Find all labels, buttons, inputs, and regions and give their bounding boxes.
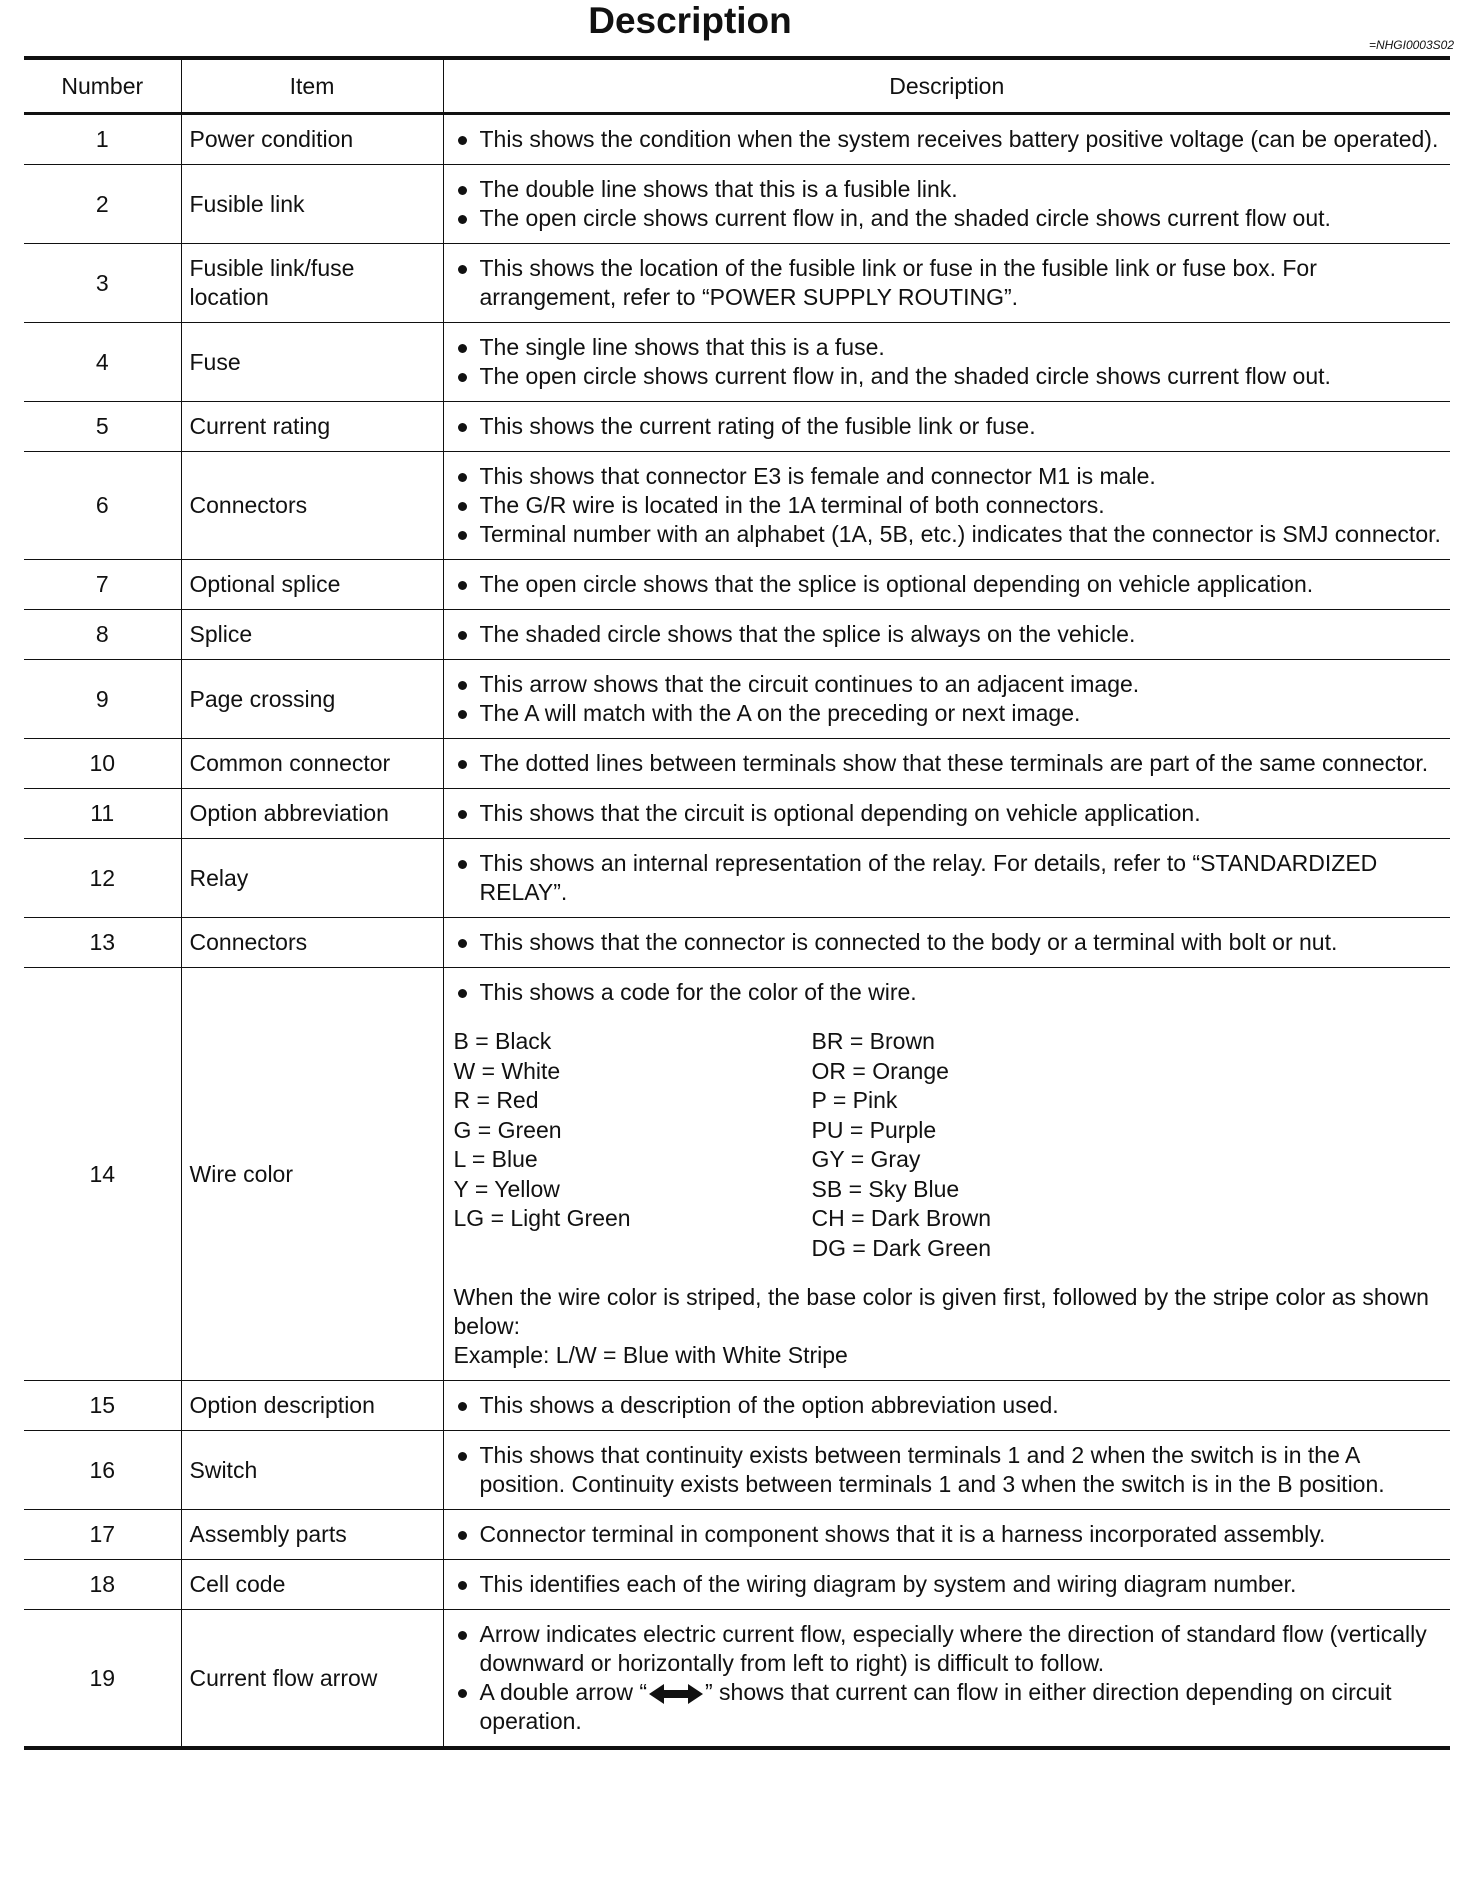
description-bullet: This shows an internal representation of the relay. For details, refer to “STANDARDIZED RELAY”.	[454, 849, 1443, 907]
description-bullet: This shows the current rating of the fusible link or fuse.	[454, 412, 1443, 441]
stripe-example: Example: L/W = Blue with White Stripe	[453, 1342, 848, 1368]
table-row	[24, 918, 1450, 968]
table-row	[24, 452, 1450, 560]
row-description	[443, 114, 1450, 165]
table-row	[24, 660, 1450, 739]
row-description	[443, 452, 1450, 560]
row-item: Optional splice	[181, 560, 443, 610]
double-arrow-icon	[649, 1683, 703, 1705]
bullet-text-before: A double arrow “	[479, 1679, 647, 1705]
row-number: 14	[24, 968, 181, 1381]
description-bullet: The shaded circle shows that the splice is always on the vehicle.	[454, 620, 1443, 649]
wire-code: W = White	[453, 1057, 561, 1084]
row-description	[443, 244, 1450, 323]
row-number: 18	[24, 1560, 181, 1610]
header-item: Item	[181, 58, 443, 114]
description-bullet: The double line shows that this is a fusible link.	[454, 175, 1443, 204]
table-row	[24, 789, 1450, 839]
table-row-current-flow	[24, 1610, 1450, 1749]
wire-codes-right	[812, 1027, 992, 1263]
table-row	[24, 1510, 1450, 1560]
row-number: 4	[24, 323, 181, 402]
description-bullet: The dotted lines between terminals show that these terminals are part of the same connector.	[454, 749, 1443, 778]
wire-code: B = Black	[453, 1028, 552, 1054]
header-number: Number	[24, 58, 181, 114]
row-item: Connectors	[181, 452, 443, 560]
row-item: Fusible link/fuse location	[181, 244, 443, 323]
header-description: Description	[443, 58, 1450, 114]
wire-code: DG = Dark Green	[811, 1234, 992, 1261]
table-row	[24, 1431, 1450, 1510]
description-bullet: This shows the location of the fusible link or fuse in the fusible link or fuse box. For arrangement, refer to “POWER SUPPLY ROUTING”.	[454, 254, 1443, 312]
document-reference: =NHGI0003S02	[1368, 38, 1454, 52]
row-item: Switch	[181, 1431, 443, 1510]
row-item: Current rating	[181, 402, 443, 452]
wire-code: PU = Purple	[811, 1116, 937, 1143]
description-bullet: The open circle shows current flow in, and the shaded circle shows current flow out.	[454, 362, 1443, 391]
table-row	[24, 114, 1450, 165]
row-item: Page crossing	[181, 660, 443, 739]
description-bullet: Terminal number with an alphabet (1A, 5B, etc.) indicates that the connector is SMJ connector.	[454, 520, 1443, 549]
row-item: Wire color	[181, 968, 443, 1381]
row-item: Option description	[181, 1381, 443, 1431]
row-item: Connectors	[181, 918, 443, 968]
row-number: 9	[24, 660, 181, 739]
row-number: 1	[24, 114, 181, 165]
table-row	[24, 610, 1450, 660]
description-bullet: This shows a code for the color of the wire.	[454, 978, 1443, 1007]
table-header-row	[24, 58, 1450, 114]
table-row	[24, 839, 1450, 918]
row-number: 3	[24, 244, 181, 323]
table-row	[24, 323, 1450, 402]
wire-code: P = Pink	[811, 1087, 898, 1113]
row-item: Option abbreviation	[181, 789, 443, 839]
table-row	[24, 1560, 1450, 1610]
row-description	[443, 402, 1450, 452]
row-number: 10	[24, 739, 181, 789]
description-bullet: This shows that continuity exists between terminals 1 and 2 when the switch is in the A position. Continuity exists between terminals 1 and 3 when the switch is in the B position.	[454, 1441, 1443, 1499]
row-description	[443, 968, 1450, 1381]
row-item: Fuse	[181, 323, 443, 402]
description-bullet: The G/R wire is located in the 1A terminal of both connectors.	[454, 491, 1443, 520]
row-number: 19	[24, 1610, 181, 1749]
row-item: Fusible link	[181, 165, 443, 244]
row-number: 11	[24, 789, 181, 839]
description-bullet: The open circle shows current flow in, and the shaded circle shows current flow out.	[454, 204, 1443, 233]
description-bullet: This shows a description of the option abbreviation used.	[454, 1391, 1443, 1420]
row-number: 2	[24, 165, 181, 244]
description-table	[24, 56, 1450, 1750]
description-bullet: Arrow indicates electric current flow, especially where the direction of standard flow (vertically downward or horizontally from left to right) is difficult to follow.	[454, 1620, 1443, 1678]
row-number: 7	[24, 560, 181, 610]
row-description	[443, 918, 1450, 968]
table-row	[24, 739, 1450, 789]
row-item: Power condition	[181, 114, 443, 165]
wire-code: Y = Yellow	[453, 1175, 560, 1202]
row-item: Splice	[181, 610, 443, 660]
row-description	[443, 839, 1450, 918]
page-title: Description	[588, 0, 792, 41]
description-bullet: This arrow shows that the circuit continues to an adjacent image.	[454, 670, 1443, 699]
wire-code: OR = Orange	[811, 1057, 949, 1084]
row-description	[443, 789, 1450, 839]
row-description	[443, 1560, 1450, 1610]
row-number: 12	[24, 839, 181, 918]
row-number: 5	[24, 402, 181, 452]
row-description	[443, 739, 1450, 789]
row-number: 6	[24, 452, 181, 560]
wire-color-codes	[454, 1027, 1443, 1263]
row-description	[443, 1431, 1450, 1510]
table-row	[24, 1381, 1450, 1431]
wire-code: G = Green	[453, 1116, 562, 1143]
row-item: Assembly parts	[181, 1510, 443, 1560]
description-bullet: This shows that the connector is connected to the body or a terminal with bolt or nut.	[454, 928, 1443, 957]
row-number: 15	[24, 1381, 181, 1431]
row-number: 13	[24, 918, 181, 968]
row-description	[443, 1381, 1450, 1431]
table-row	[24, 244, 1450, 323]
row-item: Common connector	[181, 739, 443, 789]
description-bullet: The open circle shows that the splice is optional depending on vehicle application.	[454, 570, 1443, 599]
row-description	[443, 660, 1450, 739]
row-description	[443, 1510, 1450, 1560]
row-item: Cell code	[181, 1560, 443, 1610]
wire-code: L = Blue	[453, 1146, 538, 1172]
description-bullet: The A will match with the A on the preceding or next image.	[454, 699, 1443, 728]
description-bullet: This identifies each of the wiring diagram by system and wiring diagram number.	[454, 1570, 1443, 1599]
row-description	[443, 165, 1450, 244]
description-bullet: This shows that the circuit is optional depending on vehicle application.	[454, 799, 1443, 828]
row-description	[443, 1610, 1450, 1749]
description-bullet: This shows the condition when the system receives battery positive voltage (can be operated).	[454, 125, 1443, 154]
row-description	[443, 323, 1450, 402]
row-number: 16	[24, 1431, 181, 1510]
description-bullet: The single line shows that this is a fuse.	[454, 333, 1443, 362]
table-row	[24, 165, 1450, 244]
wire-code: BR = Brown	[811, 1028, 935, 1054]
description-bullet: Connector terminal in component shows that it is a harness incorporated assembly.	[454, 1520, 1443, 1549]
row-description	[443, 610, 1450, 660]
row-description	[443, 560, 1450, 610]
table-row	[24, 402, 1450, 452]
wire-code: LG = Light Green	[453, 1205, 631, 1231]
table-row-wire-color	[24, 968, 1450, 1381]
wire-code: R = Red	[453, 1087, 539, 1113]
bullet-text-after: ” shows that current can flow in either direction depending on circuit operation.	[479, 1679, 1392, 1734]
row-number: 17	[24, 1510, 181, 1560]
wire-code: GY = Gray	[811, 1146, 921, 1172]
wire-code: CH = Dark Brown	[811, 1205, 992, 1231]
row-number: 8	[24, 610, 181, 660]
stripe-note: When the wire color is striped, the base color is given first, followed by the stripe color as shown below:	[453, 1284, 1429, 1339]
description-bullet	[454, 1678, 1443, 1736]
wire-code: SB = Sky Blue	[811, 1175, 960, 1202]
description-bullet: This shows that connector E3 is female and connector M1 is male.	[454, 462, 1443, 491]
row-item: Relay	[181, 839, 443, 918]
wire-codes-left	[454, 1027, 812, 1263]
table-row	[24, 560, 1450, 610]
row-item: Current flow arrow	[181, 1610, 443, 1749]
